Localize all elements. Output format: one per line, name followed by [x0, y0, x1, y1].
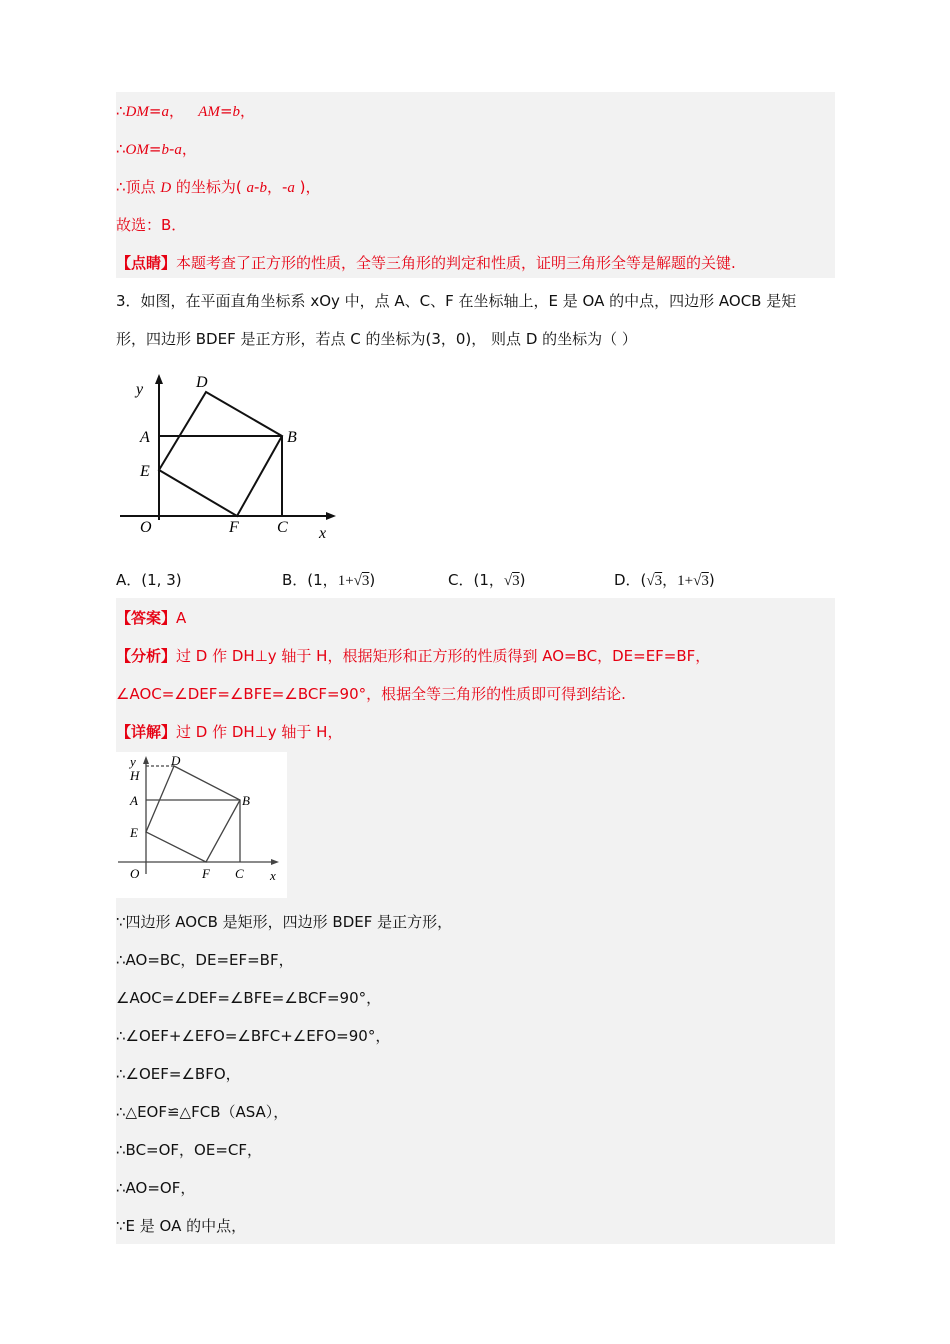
- detail-figure: [116, 752, 287, 898]
- option-b[interactable]: [282, 570, 375, 591]
- label-B: B: [287, 429, 297, 446]
- option-d-radicand-2: 3: [701, 573, 709, 589]
- label-E: E: [140, 463, 150, 480]
- analysis-line-1: [116, 646, 835, 666]
- step-5: ∴∠OEF=∠BFO，: [116, 1065, 241, 1083]
- detail-text-1: 过 D 作 DH⊥y 轴于 H，: [176, 723, 343, 741]
- question-line-1: [116, 291, 835, 311]
- step-4: ∴∠OEF+∠EFO=∠BFC+∠EFO=90°，: [116, 1027, 391, 1045]
- sqrt-sign: √: [353, 573, 362, 589]
- question-number: 3．: [116, 292, 141, 310]
- y-axis-arrow: [155, 374, 163, 384]
- option-b-tail: ): [369, 571, 376, 589]
- sqrt-sign: √: [646, 573, 655, 589]
- step-2: ∴AO=BC，DE=EF=BF，: [116, 951, 294, 969]
- step-3: ∠AOC=∠DEF=∠BFE=∠BCF=90°，: [116, 989, 382, 1007]
- label-A: A: [130, 793, 138, 808]
- option-c-radicand: 3: [512, 573, 520, 589]
- analysis-tag: 【分析】: [116, 647, 177, 665]
- label-D: D: [171, 753, 181, 768]
- analysis-line-2: ∠AOC=∠DEF=∠BFE=∠BCF=90°，根据全等三角形的性质即可得到结论.: [116, 685, 626, 703]
- answer-line: [116, 608, 835, 628]
- label-C: C: [235, 866, 244, 881]
- option-c-tail: ): [519, 571, 526, 589]
- prev-line-4: 故选：B．: [116, 216, 187, 234]
- label-B: B: [242, 793, 250, 808]
- prev-line-3: ∴顶点 D 的坐标为( a-b，-a )，: [116, 178, 321, 196]
- option-c-label: C．(1，: [448, 571, 504, 589]
- prev-line-1: ∴DM=a， AM=b，: [116, 102, 256, 120]
- option-d[interactable]: [614, 570, 715, 591]
- option-c[interactable]: [448, 570, 525, 591]
- dianjing-text: 本题考查了正方形的性质，全等三角形的判定和性质，证明三角形全等是解题的关键.: [176, 254, 736, 272]
- option-b-label: B．(1，: [282, 571, 338, 589]
- option-d-label: D．(: [614, 571, 647, 589]
- label-O: O: [140, 519, 152, 536]
- detail-tag: 【详解】: [116, 723, 177, 741]
- question-figure: [116, 372, 342, 544]
- prev-line-2: ∴OM=b-a，: [116, 140, 197, 158]
- label-x: x: [319, 525, 327, 542]
- step-8: ∴AO=OF，: [116, 1179, 196, 1197]
- option-b-one-plus: 1+: [337, 573, 354, 589]
- label-F: F: [229, 519, 239, 536]
- step-1: ∵四边形 AOCB 是矩形，四边形 BDEF 是正方形，: [116, 913, 453, 931]
- dianjing-tag: 【点睛】: [116, 254, 177, 272]
- option-d-radicand-1: 3: [654, 573, 663, 589]
- step-9: ∵E 是 OA 的中点，: [116, 1217, 247, 1235]
- label-C: C: [277, 519, 288, 536]
- sqrt-sign: √: [693, 573, 702, 589]
- label-H: H: [130, 768, 140, 783]
- label-O: O: [130, 866, 140, 881]
- answer-value: A: [176, 609, 187, 627]
- question-text-1: 如图，在平面直角坐标系 xOy 中，点 A、C、F 在坐标轴上，E 是 OA 的中点，四边形 AOCB 是矩: [140, 292, 797, 310]
- label-F: F: [202, 866, 210, 881]
- label-y: y: [130, 754, 136, 769]
- label-A: A: [140, 429, 150, 446]
- answer-tag: 【答案】: [116, 609, 177, 627]
- square-BDEF: [146, 766, 240, 862]
- square-BDEF: [159, 392, 282, 516]
- label-D: D: [196, 374, 208, 391]
- dianjing-line: [116, 253, 835, 273]
- detail-line-1: [116, 722, 835, 742]
- y-axis-arrow: [143, 756, 149, 764]
- label-E: E: [130, 825, 138, 840]
- sqrt-sign: √: [503, 573, 513, 589]
- x-axis-arrow: [326, 512, 336, 520]
- x-axis-arrow: [271, 859, 279, 865]
- option-a[interactable]: A．(1, 3): [116, 571, 182, 589]
- option-d-tail: ): [708, 571, 715, 589]
- analysis-text-1: 过 D 作 DH⊥y 轴于 H，根据矩形和正方形的性质得到 AO=BC，DE=EF=BF，: [176, 647, 711, 665]
- label-x: x: [270, 868, 276, 883]
- question-line-2: 形，四边形 BDEF 是正方形，若点 C 的坐标为(3，0)， 则点 D 的坐标为（ ）: [116, 330, 637, 348]
- option-b-radicand: 3: [361, 573, 370, 589]
- step-7: ∴BC=OF，OE=CF，: [116, 1141, 263, 1159]
- label-y: y: [136, 381, 144, 398]
- option-d-comma: ，: [662, 571, 678, 589]
- option-d-one-plus: 1+: [677, 573, 694, 589]
- step-6: ∴△EOF≌△FCB（ASA），: [116, 1103, 289, 1121]
